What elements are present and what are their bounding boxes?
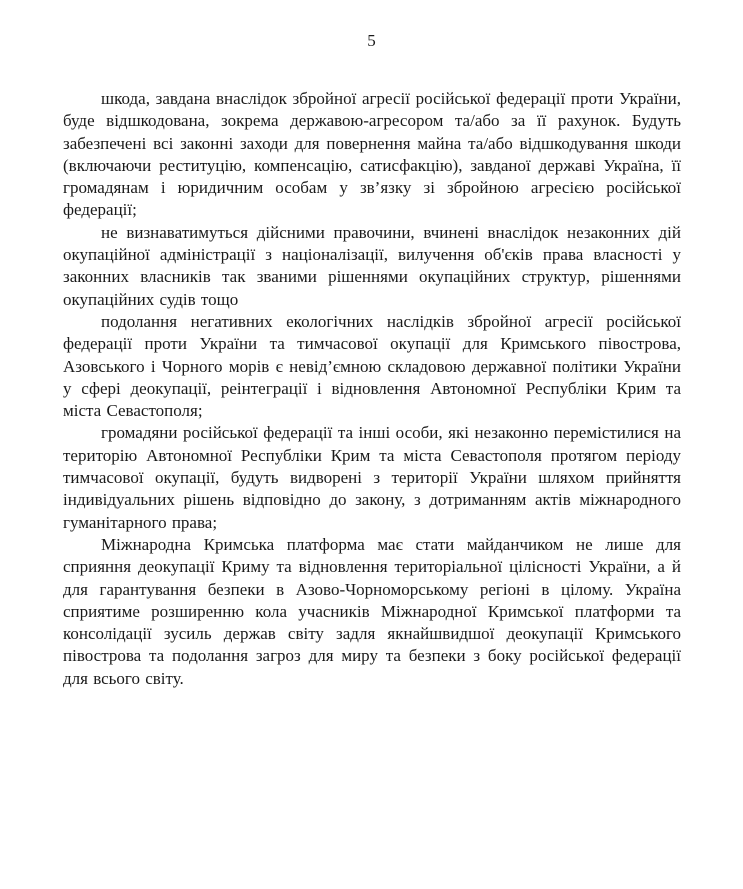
- paragraph: подолання негативних екологічних наслідків збройної агресії російської федерації проти України та тимчасової окупації для Кримського півострова, Азовського і Чорного морів є невід’ємною складовою державної політики України у сфері деокупації, реінтеграції і відновлення Автономної Республіки Крим та міста Севастополя;: [63, 311, 681, 421]
- paragraph: громадяни російської федерації та інші особи, які незаконно перемістилися на територію Автономної Республіки Крим та міста Севастополя протягом періоду тимчасової окупації, будуть видворені з території України шляхом прийняття індивідуальних рішень відповідно до закону, з дотриманням актів міжнародного гуманітарного права;: [63, 423, 681, 532]
- paragraph: Міжнародна Кримська платформа має стати майданчиком не лише для сприяння деокупації Криму та відновлення територіальної цілісності України, а й для гарантування безпеки в Азово-Чорноморському регіоні в цілому. Україна сприятиме розширенню кола учасників Міжнародної Кримської платформи та консолідації зусиль держав світу задля якнайшвидшої деокупації Кримського півострова та подолання загроз для миру та безпеки з боку російської федерації для всього світу.: [63, 534, 681, 688]
- paragraph: шкода, завдана внаслідок збройної агресії російської федерації проти України, буде відшкодована, зокрема державою-агресором та/або за її рахунок. Будуть забезпечені всі законні заходи для повернення майна та/або відшкодування шкоди (включаючи реституцію, компенсацію, сатисфакцію), завданої державі Україна, її громадянам і юридичним особам у зв’язку зі збройною агресією російської федерації;: [63, 89, 681, 220]
- paragraph: не визнаватимуться дійсними правочини, вчинені внаслідок незаконних дій окупаційної адміністрації з націоналізації, вилучення об'єків права власності у законних власників так званими рішеннями окупаційних структур, рішеннями окупаційних судів тощо: [63, 222, 681, 309]
- document-body: [63, 88, 681, 690]
- page-number: 5: [367, 31, 376, 50]
